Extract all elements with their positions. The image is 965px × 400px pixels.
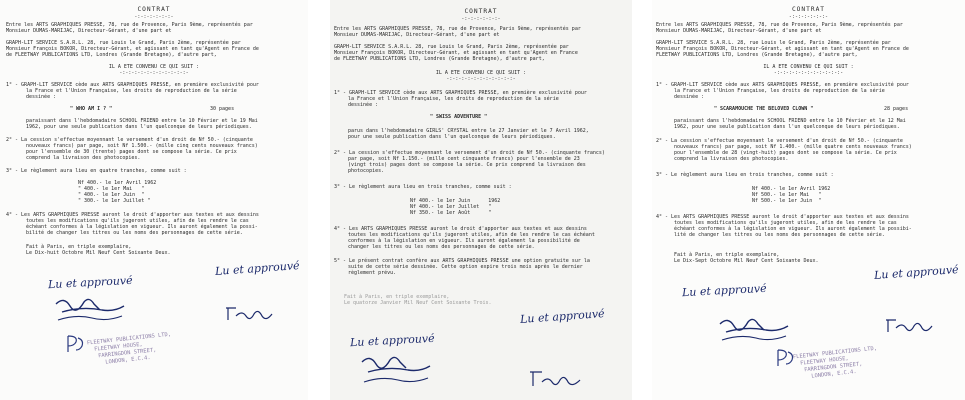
clause3-line: 3° - Le règlement aura lieu en quatre tranches, comme suit : xyxy=(6,168,187,174)
party1-line2: Monsieur DUMAS-MARIJAC, Directeur-Gérant, d'une part et xyxy=(656,28,822,34)
publication-line2: pour une seule publication dans l'un quelconque de leurs périodiques. xyxy=(348,134,556,140)
party2-line2: Monsieur François BOKOR, Directeur-Gérant, et agissant en tant qu'Agent en France de xyxy=(656,46,909,52)
heading-rule: -:-:-:-:-:-:- xyxy=(788,14,829,20)
clause5-line3: règlement prévu. xyxy=(348,270,397,276)
heading-rule: -:-:-:-:-:-:- xyxy=(461,16,501,22)
installment-row: Nf 400.- le 1er Juillet " xyxy=(410,204,492,210)
clause4-line2: toutes les modifications qu'ils jugeront utiles, afin de les rendre le cas xyxy=(674,220,897,226)
clause3-line: 3° - Le règlement aura lieu en trois tranches, comme suit : xyxy=(334,184,512,190)
signature-dumas-marijac xyxy=(714,310,804,350)
contract-heading: CONTRAT xyxy=(791,6,826,13)
party2-line2: Monsieur François BOKOR, Directeur-Gérant, et agissant en tant qu'Agent en France xyxy=(334,50,578,56)
party1-line: Entre les ARTS GRAPHIQUES PRESSE, 78, rue de Provence, Paris 9ème, représentés par xyxy=(334,26,581,32)
contract-heading: CONTRAT xyxy=(137,6,171,13)
party1-line: Entre les ARTS GRAPHIQUES PRESSE, 78, rue de Provence, Paris 9ème, représentés par xyxy=(6,22,253,28)
clause1-line2: la France et l'Union Française, les droits de reproduction de la série xyxy=(674,88,885,94)
party2-line3: de FLEETWAY PUBLICATIONS LTD, Londres (Grande Bretagne), d'autre part, xyxy=(6,52,217,58)
agreed-rule: -:-:-:-:-:-:-:-:-:-:-:- xyxy=(773,70,844,76)
handwritten-approval-right: Lu et approuvé xyxy=(873,263,960,282)
heading-rule: -:-:-:-:-:-:- xyxy=(134,14,174,20)
clause2-line3: pour l'ensemble de 28 (vingt-huit) pages dont se compose la série. Ce prix xyxy=(674,150,897,156)
date-line: Le Dix-Sept Octobre Mil Neuf Cent Soixante Deux. xyxy=(674,258,819,264)
series-title: " WHO AM I ? " xyxy=(70,106,113,112)
installment-row: " 400.- le 1er Juin " xyxy=(78,192,145,198)
installment-row: " 400.- le 1er Mai " xyxy=(78,186,145,192)
handwritten-approval-right: Lu et approuvé xyxy=(214,259,301,278)
fleetway-stamp: FLEETWAY PUBLICATIONS LTD, FLEETWAY HOUSE, FARRINGDON STREET, LONDON, E.C.4. xyxy=(792,345,878,382)
signature-dumas-marijac xyxy=(50,290,140,330)
publication-line1: paraissant dans l'hebdomadaire SCHOOL FRIEND entre le 10 Février et le 19 Mai xyxy=(26,118,258,124)
contract-page-swiss-adventure xyxy=(330,0,632,400)
clause4-line1: 4° - Les ARTS GRAPHIQUES PRESSE auront le droit d'apporter aux textes et aux dessins xyxy=(6,212,259,218)
clause2-line3: (vingt trois) pages dont se compose la série. Ce prix comprend la livraison des xyxy=(348,162,586,168)
signature-bokor xyxy=(526,364,590,392)
clause2-line2: par page, soit Nf 1.150.- (mille cent cinquante francs) pour l'ensemble de 23 xyxy=(348,156,580,162)
clause2-line4: photocopies. xyxy=(348,168,385,174)
clause1-line1: 1° - GRAPH-LIT SERVICE cède aux ARTS GRAPHIQUES PRESSE, en première exclusivité pour xyxy=(6,82,259,88)
party1-line2: Monsieur DUMAS-MARIJAC, Directeur-Gérant, d'une part et xyxy=(334,32,500,38)
clause2-line1: 2° - La cession s'effectue moyennant le versement d'un droit de Nf 50.- (cinquante francs) xyxy=(334,150,605,156)
agreed-heading: IL A ETE CONVENU CE QUI SUIT : xyxy=(108,64,200,70)
signature-bokor xyxy=(882,312,942,338)
series-title: " SWISS ADVENTURE " xyxy=(430,114,488,120)
clause4-line1: 4° - Les ARTS GRAPHIQUES PRESSE auront le droit d'apporter aux textes et aux dessins xyxy=(656,214,909,220)
installment-row: Nf 400.- le 1er Juin 1962 xyxy=(410,198,501,204)
clause4-line4: bilité de changer les titres ou les noms des personnages de cette série. xyxy=(26,230,243,236)
installment-row: " 300.- le 1er Juillet " xyxy=(78,198,151,204)
party2-line3: de FLEETWAY PUBLICATIONS LTD, Londres (Grande Bretagne), d'autre part, xyxy=(334,56,545,62)
contract-page-scaramouche xyxy=(652,0,965,400)
party2-line3: FLEETWAY PUBLICATIONS LTD, Londres (Grande Bretagne), d'autre part, xyxy=(656,52,858,58)
clause1-line2: la France et l'Union Française, les droits de reproduction de la série xyxy=(26,88,237,94)
clause4-line2: toutes les modifications qu'ils jugeront utiles, afin de les rendre le cas échéant xyxy=(348,232,595,238)
installment-row: Nf 500.- le 1er Mai " xyxy=(752,192,822,198)
publication-line2: 1962, pour une seule publication dans l'un quelconque de leurs périodiques. xyxy=(674,124,900,130)
party2-line: GRAPH-LIT SERVICE S.A.R.L. 28, rue Louis le Grand, Paris 2ème, représentée par xyxy=(334,44,569,50)
party1-line: Entre les ARTS GRAPHIQUES PRESSE, 78, rue de Provence, Paris 9ème, représentés par xyxy=(656,22,903,28)
series-pages: 28 pages xyxy=(884,106,909,112)
clause5-line1: 5° - Le présent contrat confère aux ARTS GRAPHIQUES PRESSE une option gratuite sur la xyxy=(334,258,590,264)
fleetway-stamp: FLEETWAY PUBLICATIONS LTD, FLEETWAY HOUSE, FARRINGDON STREET, LONDON, E.C.4. xyxy=(86,331,172,368)
handwritten-approval-right: Lu et approuvé xyxy=(519,307,606,326)
clause1-line1: 1° - GRAPH-LIT SERVICE cède aux ARTS GRAPHIQUES PRESSE, en première exclusivité pour xyxy=(656,82,909,88)
series-pages: 30 pages xyxy=(210,106,235,112)
done-at-line: Fait à Paris, en triple exemplaire, xyxy=(26,244,132,250)
clause1-line3: dessinée : xyxy=(674,94,705,100)
clause4-line3: conformes à la législation en vigueur. Ils auront également la possibilité de xyxy=(348,238,580,244)
clause2-line1: 2° - La cession s'effectue moyennant le versement d'un droit de Nf 50.- (cinquante xyxy=(6,137,253,143)
clause1-line3: dessinée : xyxy=(348,102,379,108)
clause2-line3: pour l'ensemble de 30 (trente) pages dont se compose la série. Ce prix xyxy=(26,149,237,155)
installment-row: Nf 500.- le 1er Juin " xyxy=(752,198,822,204)
clause4-line4: changer les titres ou les noms des personnages de cette série. xyxy=(348,244,535,250)
clause4-line2: toutes les modifications qu'ils jugeront utiles, afin de les rendre le cas xyxy=(26,218,249,224)
clause5-line2: suite de cette série dessinée. Cette option expire trois mois après le dernier xyxy=(348,264,583,270)
clause2-line4: comprend la livraison des photocopies. xyxy=(674,156,789,162)
agreed-heading: IL A ETE CONVENU CE QUI SUIT : xyxy=(435,70,527,76)
contract-page-who-am-i xyxy=(0,0,308,400)
signature-dumas-marijac xyxy=(356,348,446,392)
date-line: Le Dix-huit Octobre Mil Neuf Cent Soixante Deux. xyxy=(26,250,171,256)
agreed-rule: -:-:-:-:-:-:-:-:-:-:-:- xyxy=(446,76,516,82)
clause1-line2: la France et l'Union Française, les droits de reproduction de la série xyxy=(348,96,559,102)
handwritten-approval-left: Lu et approuvé xyxy=(681,281,767,300)
party2-line2: Monsieur François BOKOR, Directeur-Gérant, et agissant en tant qu'Agent en France de xyxy=(6,46,259,52)
clause1-line1: 1° - GRAPH-LIT SERVICE cède aux ARTS GRAPHIQUES PRESSE, en première exclusivité pour xyxy=(334,90,587,96)
installment-row: Nf 350.- le 1er Août " xyxy=(410,210,492,216)
clause4-line1: 4° - Les ARTS GRAPHIQUES PRESSE auront le droit d'apporter aux textes et aux dessins xyxy=(334,226,587,232)
clause4-line3: échéant conformes à la législation en vigueur. Ils auront également la possi- xyxy=(26,224,258,230)
done-at-line: Fait à Paris, en triple exemplaire, xyxy=(674,252,780,258)
clause3-line: 3° - Le règlement aura lieu en trois tranches, comme suit : xyxy=(656,172,834,178)
series-title: " SCARAMOUCHE THE BELOVED CLOWN " xyxy=(714,106,814,112)
signature-bokor xyxy=(222,300,282,326)
contract-heading: CONTRAT xyxy=(464,8,498,15)
clause4-line4: lité de changer les titres ou les noms des personnages de cette série. xyxy=(674,232,885,238)
party1-line2: Monsieur DUMAS-MARIJAC, Directeur-Gérant, d'une part et xyxy=(6,28,172,34)
publication-line1: parus dans l'hebdomadaire GIRLS' CRYSTAL entre le 27 Janvier et le 7 Avril 1962, xyxy=(348,128,589,134)
publication-line2: 1962, pour une seule publication dans l'un quelconque de leurs périodiques. xyxy=(26,124,252,130)
agreed-rule: -:-:-:-:-:-:-:-:-:-:-:- xyxy=(119,70,189,76)
clause4-line3: échéant conformes à la législation en vigueur. Ils auront également la possibi- xyxy=(674,226,912,232)
clause1-line3: dessinée : xyxy=(26,94,57,100)
clause2-line1: 2° - La cession s'effectue moyennant le versement d'un droit de Nf 50.- (cinquante xyxy=(656,138,903,144)
clause2-line4: comprend la livraison des photocopies. xyxy=(26,155,141,161)
handwritten-approval-left: Lu et approuvé xyxy=(349,331,435,350)
publication-line1: paraissant dans l'hebdomadaire SCHOOL FRIEND entre le 10 Février et le 12 Mai xyxy=(674,118,906,124)
party2-line: GRAPH-LIT SERVICE S.A.R.L. 28, rue Louis le Grand, Paris 2ème, représentée par xyxy=(6,40,241,46)
clause2-line2: nouveaux francs) par page, soit Nf 1.500.- (mille cinq cents nouveaux francs) xyxy=(26,143,258,149)
party2-line: GRAPH-LIT SERVICE S.A.R.L. 28, rue Louis le Grand, Paris 2ème, représentée par xyxy=(656,40,891,46)
installment-row: Nf 400.- le 1er Avril 1962 xyxy=(752,186,831,192)
clause2-line2: nouveaux francs) par page, soit Nf 1.400.- (mille quatre cents nouveaux francs) xyxy=(674,144,912,150)
agreed-heading: IL A ETE CONVENU CE QUI SUIT : xyxy=(763,64,854,70)
done-at-line: Fait à Paris, en triple exemplaire, xyxy=(344,294,450,300)
installment-row: Nf 400.- le 1er Avril 1962 xyxy=(78,180,157,186)
handwritten-approval-left: Lu et approuvé xyxy=(47,273,133,292)
date-line: Le quatorze Janvier Mil Neuf Cent Soixante Trois. xyxy=(344,300,492,306)
